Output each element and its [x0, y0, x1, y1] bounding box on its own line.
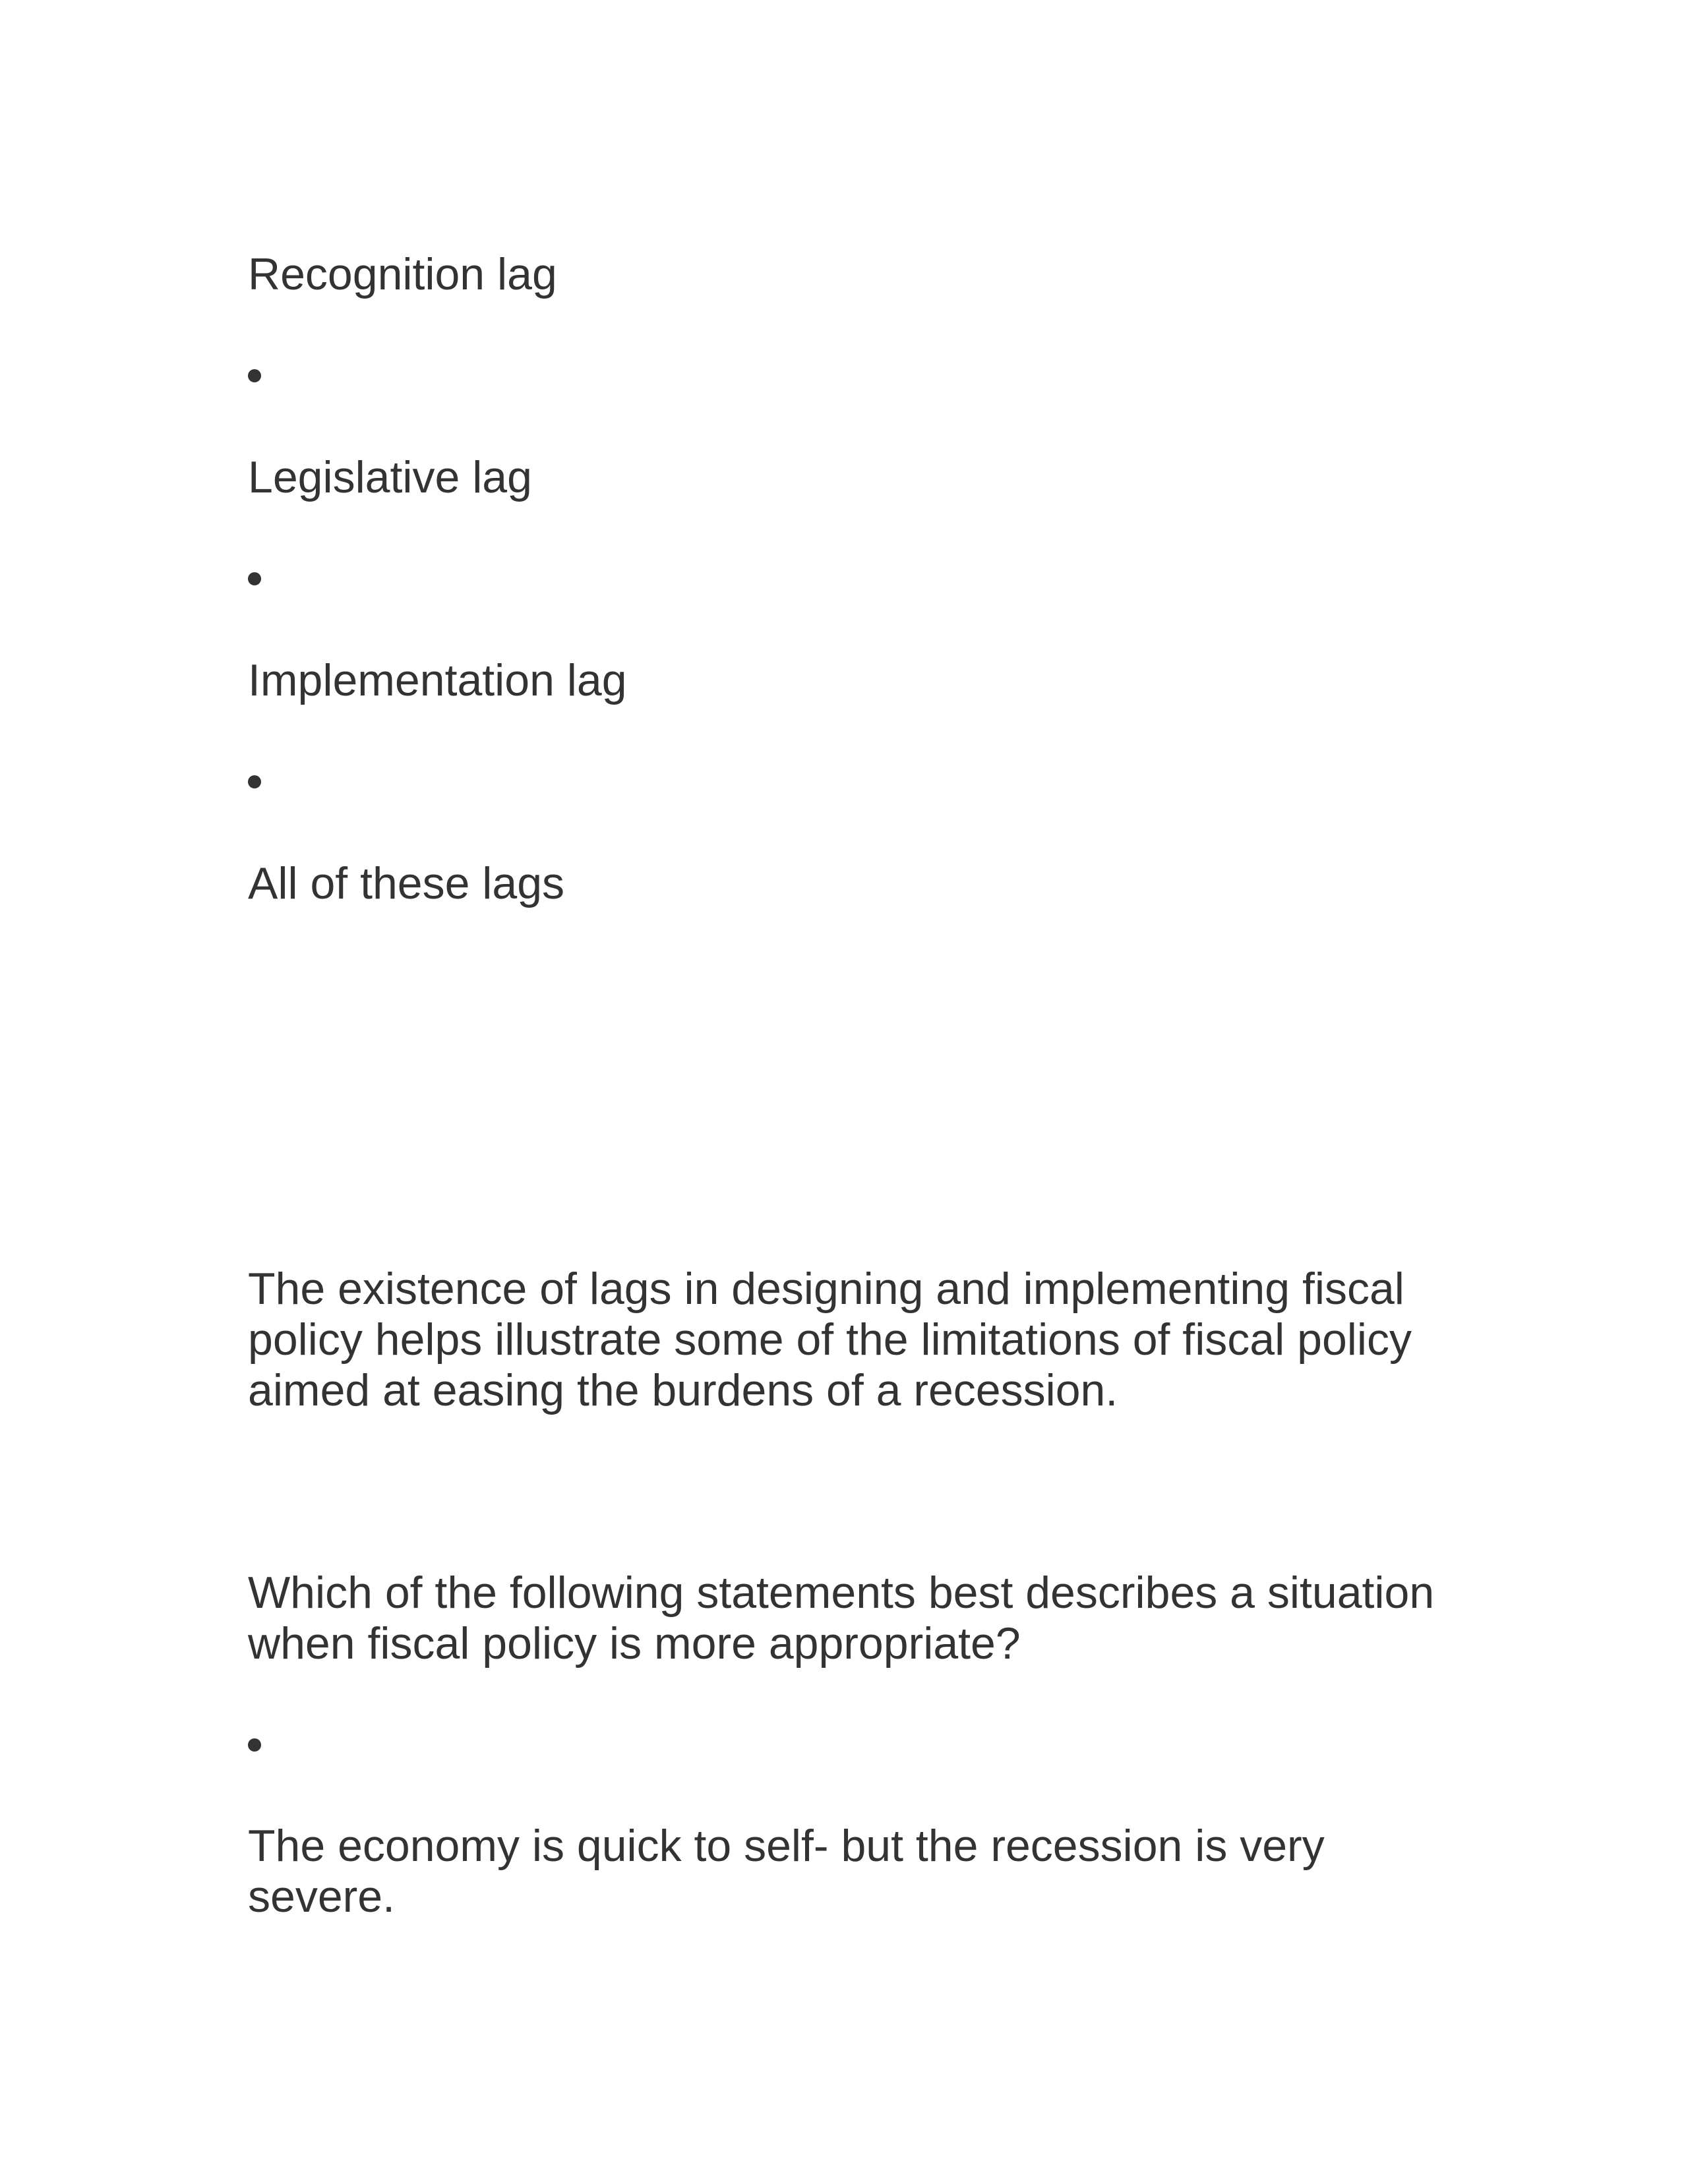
bullet-icon — [248, 1738, 261, 1752]
question-text: Which of the following statements best describes a situation when fiscal policy is more appropriate? — [248, 1568, 1435, 1668]
bullet-icon — [248, 572, 261, 585]
bullet-icon — [248, 775, 261, 788]
answer-option: The economy is quick to self- but the recession is very severe. — [248, 1821, 1325, 1922]
option-implementation-lag: Implementation lag — [248, 655, 627, 705]
option-legislative-lag: Legislative lag — [248, 452, 532, 502]
option-recognition-lag: Recognition lag — [248, 249, 557, 299]
option-all-lags: All of these lags — [248, 858, 565, 908]
explanation-paragraph: The existence of lags in designing and implementing fiscal policy helps illustrate some of the limitations of fiscal policy aimed at easing the burdens of a recession. — [248, 1264, 1412, 1415]
bullet-icon — [248, 369, 261, 382]
